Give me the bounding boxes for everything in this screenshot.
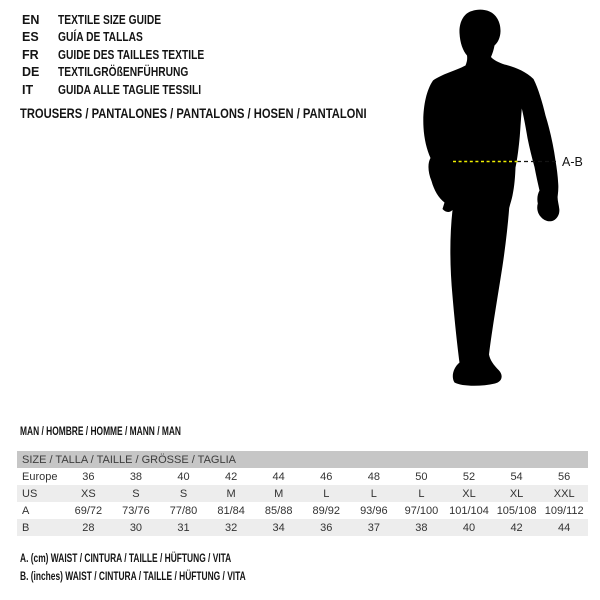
language-code: DE — [22, 65, 40, 80]
size-cell: 40 — [177, 470, 190, 483]
note-a: A. (cm) WAIST / CINTURA / TAILLE / HÜFTUNG / VITA — [20, 551, 232, 565]
language-list — [22, 11, 236, 99]
size-cell: 28 — [82, 521, 95, 534]
size-cell: 109/112 — [544, 504, 584, 517]
row-label: US — [22, 487, 38, 500]
man-silhouette — [423, 10, 559, 386]
size-cell: 77/80 — [169, 504, 198, 517]
size-cell: 105/108 — [496, 504, 537, 517]
size-cell: 42 — [510, 521, 523, 534]
size-cell: 34 — [272, 521, 285, 534]
size-cell: XL — [462, 487, 476, 500]
measurement-notes — [20, 549, 342, 585]
size-cell: 54 — [510, 470, 523, 483]
size-table — [17, 451, 588, 536]
size-cell: XL — [509, 487, 524, 500]
table-row — [17, 468, 588, 485]
language-label: GUIDA ALLE TAGLIE TESSILI — [58, 82, 202, 97]
language-row-fr — [22, 46, 236, 64]
size-cell: 32 — [224, 521, 238, 534]
language-label: GUÍA DE TALLAS — [58, 30, 143, 45]
size-cell: XXL — [553, 487, 575, 500]
language-row-en — [22, 11, 236, 29]
size-cell: 38 — [129, 470, 143, 483]
size-cell: 73/76 — [122, 504, 150, 517]
language-code: IT — [22, 82, 34, 97]
row-label: B — [22, 521, 30, 534]
language-label: GUIDE DES TAILLES TEXTILE — [58, 47, 205, 62]
language-label: TEXTILGRÖßENFÜHRUNG — [58, 65, 189, 80]
language-row-es — [22, 29, 236, 47]
size-cell: 38 — [415, 521, 428, 534]
language-row-it — [22, 81, 236, 99]
language-label: TEXTILE SIZE GUIDE — [58, 12, 162, 27]
size-cell: XS — [81, 487, 96, 500]
table-row — [17, 502, 588, 519]
language-code: EN — [22, 12, 40, 27]
size-cell: 52 — [462, 470, 476, 483]
size-table-body — [17, 451, 588, 536]
size-cell: 36 — [82, 470, 95, 483]
product-heading: TROUSERS / PANTALONES / PANTALONS / HOSEN / PANTALONI — [20, 105, 367, 121]
measure-label: A-B — [562, 155, 583, 169]
size-cell: S — [132, 487, 140, 500]
size-cell: 89/92 — [312, 504, 341, 517]
figure-area — [400, 0, 600, 400]
size-cell: 37 — [367, 521, 380, 534]
size-cell: L — [418, 487, 425, 500]
size-cell: 50 — [415, 470, 428, 483]
size-cell: 44 — [558, 521, 571, 534]
size-table-header-row — [17, 451, 588, 468]
language-code: ES — [22, 30, 39, 45]
size-cell: L — [323, 487, 330, 500]
size-cell: 44 — [272, 470, 285, 483]
size-cell: S — [179, 487, 188, 500]
size-cell: 93/96 — [360, 504, 388, 517]
size-cell: 42 — [224, 470, 238, 483]
table-row — [17, 519, 588, 536]
size-cell: 85/88 — [264, 504, 293, 517]
size-cell: 46 — [320, 470, 333, 483]
size-cell: 30 — [129, 521, 143, 534]
row-label: Europe — [22, 470, 58, 483]
language-code: FR — [22, 47, 39, 62]
table-row — [17, 485, 588, 502]
size-cell: 97/100 — [404, 504, 439, 517]
size-cell: M — [226, 487, 236, 500]
size-cell: M — [274, 487, 284, 500]
size-cell: 40 — [462, 521, 476, 534]
size-cell: 69/72 — [74, 504, 103, 517]
size-cell: 101/104 — [449, 504, 489, 517]
note-b: B. (inches) WAIST / CINTURA / TAILLE / HÜFTUNG / VITA — [20, 569, 246, 583]
size-cell: L — [370, 487, 377, 500]
size-cell: 56 — [558, 470, 571, 483]
language-row-de — [22, 64, 236, 82]
man-silhouette-svg — [400, 0, 600, 400]
size-table-header: SIZE / TALLA / TAILLE / GRÖSSE / TAGLIA — [17, 451, 588, 468]
gender-heading: MAN / HOMBRE / HOMME / MANN / MAN — [20, 424, 181, 438]
size-cell: 81/84 — [217, 504, 245, 517]
size-cell: 48 — [367, 470, 380, 483]
size-cell: 31 — [177, 521, 190, 534]
size-cell: 36 — [320, 521, 333, 534]
row-label: A — [22, 504, 30, 517]
